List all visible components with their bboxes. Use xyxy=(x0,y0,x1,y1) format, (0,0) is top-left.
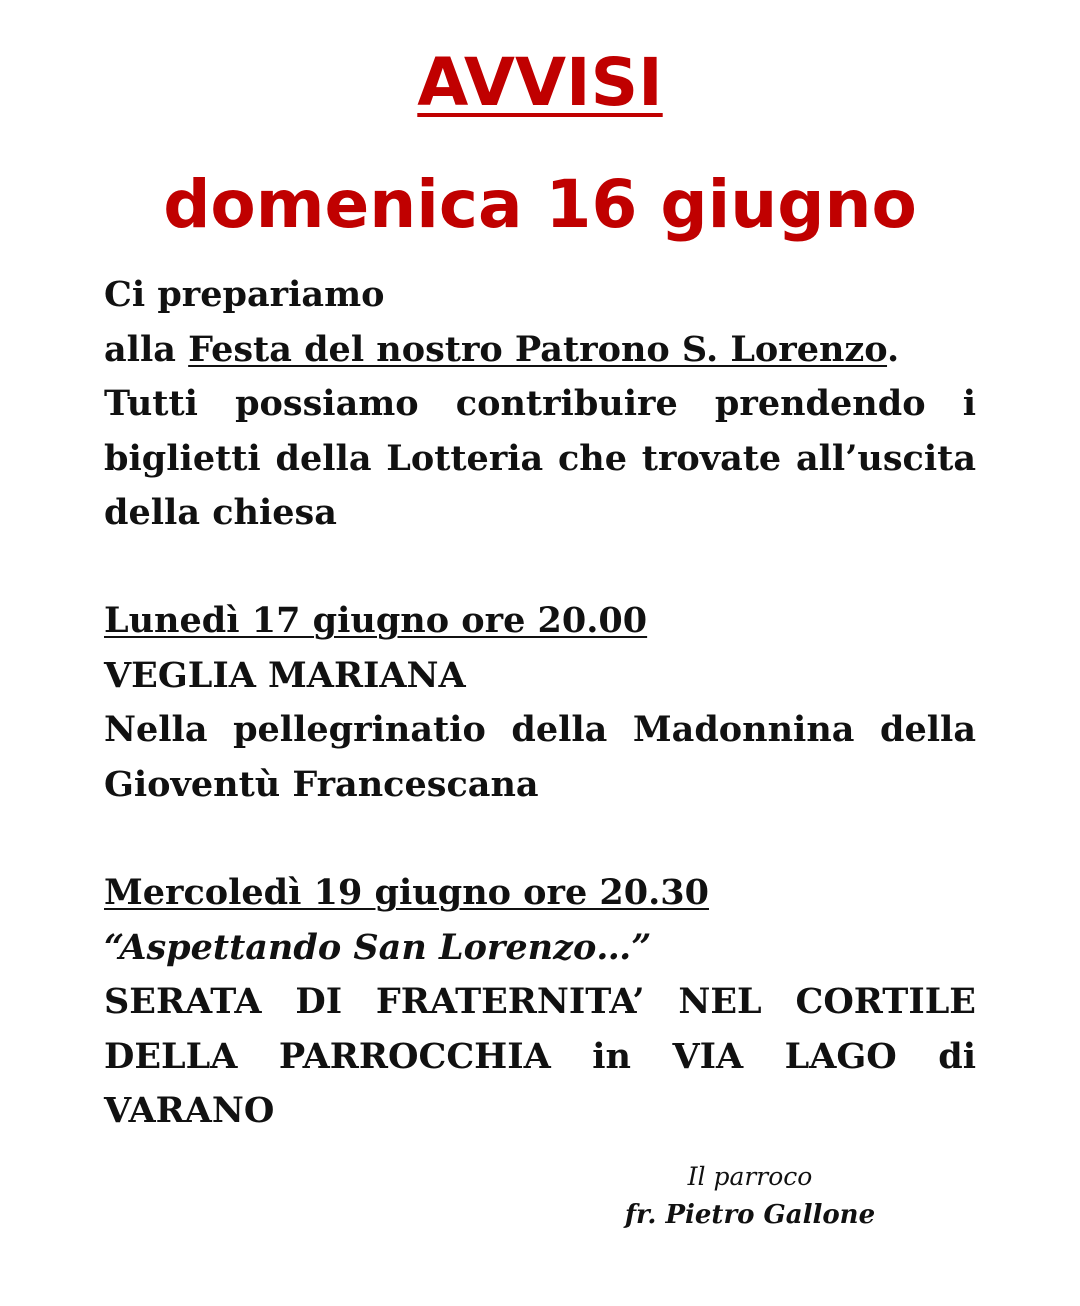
section-veglia-paragraph: Nella pellegrinatio della Madonnina della Gioventù Francescana xyxy=(104,709,976,805)
section-veglia-heading: Lunedì 17 giugno ore 20.00 xyxy=(104,600,648,641)
festa-prefix: alla xyxy=(104,328,189,370)
festa-suffix: . xyxy=(887,328,900,370)
section-serata xyxy=(104,866,976,1139)
section-veglia-subtitle: VEGLIA MARIANA xyxy=(104,654,466,696)
section-serata-heading: Mercoledì 19 giugno ore 20.30 xyxy=(104,872,710,913)
festa-name: Festa del nostro Patrono S. Lorenzo xyxy=(188,328,888,370)
section-festa-paragraph: Tutti possiamo contribuire prendendo i biglietti della Lotteria che trovate all’uscita della chiesa xyxy=(104,383,976,533)
signature-name: fr. Pietro Gallone xyxy=(624,1200,876,1230)
page-title xyxy=(0,44,1080,121)
section-serata-quote: “Aspettando San Lorenzo…” xyxy=(104,926,652,968)
section-festa-line xyxy=(104,323,976,378)
signature-role: Il parroco xyxy=(687,1162,813,1191)
section-serata-paragraph: SERATA DI FRATERNITA’ NEL CORTILE DELLA PARROCCHIA in VIA LAGO di VARANO xyxy=(104,981,976,1131)
title-text: AVVISI xyxy=(417,44,663,121)
section-festa xyxy=(104,268,976,541)
notice-date: domenica 16 giugno xyxy=(163,166,917,243)
section-festa-intro: Ci prepariamo xyxy=(104,274,385,315)
section-veglia xyxy=(104,594,976,812)
